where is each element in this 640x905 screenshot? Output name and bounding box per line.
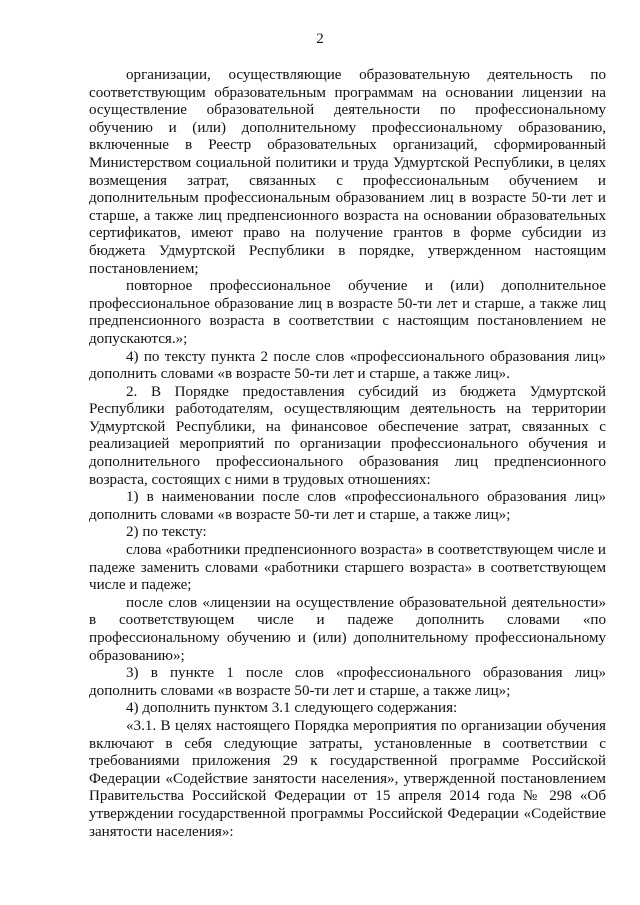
paragraph-6: 2) по тексту: [126, 524, 207, 541]
paragraph-5: 1) в наименовании после слов «профессионального образования лиц» дополнить словами «в возрасте 50-ти лет и старше, а также лиц»; [89, 489, 606, 523]
paragraph-3: 4) по тексту пункта 2 после слов «профессионального образования лиц» дополнить словами «в возрасте 50-ти лет и старше, а также лиц». [89, 348, 606, 383]
paragraph-10: 4) дополнить пунктом 3.1 следующего содержания: [126, 700, 458, 717]
paragraph-1: организации, осуществляющие образовательную деятельность по соответствующим образовательным программам на основании лицензии на осуществление образовательной деятельности по профессиональному обучению и (или) дополнительному профессиональному образованию, включенные в Реестр образовательных организаций, сформированный Министерством социальной политики и труда Удмуртской Республики, в целях возмещения затрат, связанных с профессиональным обучением и дополнительным профессиональным образованием лиц в возрасте 50-ти лет и старше, а также лиц предпенсионного возраста на основании образовательных сертификатов, имеют право на получение грантов в форме субсидии из бюджета Удмуртской Республики в порядке, утвержденном настоящим постановлением; [89, 67, 606, 277]
paragraph-11: «3.1. В целях настоящего Порядка мероприятия по организации обучения включают в себя следующие затраты, установленные в соответствии с требованиями приложения 29 к государственной программе Российской Федерации «Содействие занятости населения», утвержденной постановлением Правительства Российской Федерации от 15 апреля 2014 года № 298 «Об утверждении государственной программы Российской Федерации «Содействие занятости населения»: [89, 717, 606, 840]
paragraph-9: 3) в пункте 1 после слов «профессионального образования лиц» дополнить словами «в возрасте 50-ти лет и старше, а также лиц»; [89, 665, 606, 699]
paragraph-2: повторное профессиональное обучение и (или) дополнительное профессиональное образование лиц в возрасте 50-ти лет и старше, а также лиц предпенсионного возраста в соответствии с настоящим постановлением не допускаются.»; [89, 278, 606, 347]
paragraph-7: слова «работники предпенсионного возраста» в соответствующем числе и падеже заменить словами «работники старшего возраста» в соответствующем числе и падеже; [89, 542, 606, 594]
page-number: 2 [316, 31, 324, 47]
paragraph-8: после слов «лицензии на осуществление образовательной деятельности» в соответствующем числе и падеже дополнить словами «по профессиональному обучению и (или) дополнительному профессиональному образованию»; [89, 594, 606, 664]
document-body [89, 67, 606, 841]
paragraph-4: 2. В Порядке предоставления субсидий из бюджета Удмуртской Республики работодателям, осуществляющим деятельность на территории Удмуртской Республики, на финансовое обеспечение затрат, связанных с реализацией мероприятий по организации профессионального обучения и дополнительного профессионального образования лиц предпенсионного возраста, состоящих с ними в трудовых отношениях: [89, 383, 606, 488]
